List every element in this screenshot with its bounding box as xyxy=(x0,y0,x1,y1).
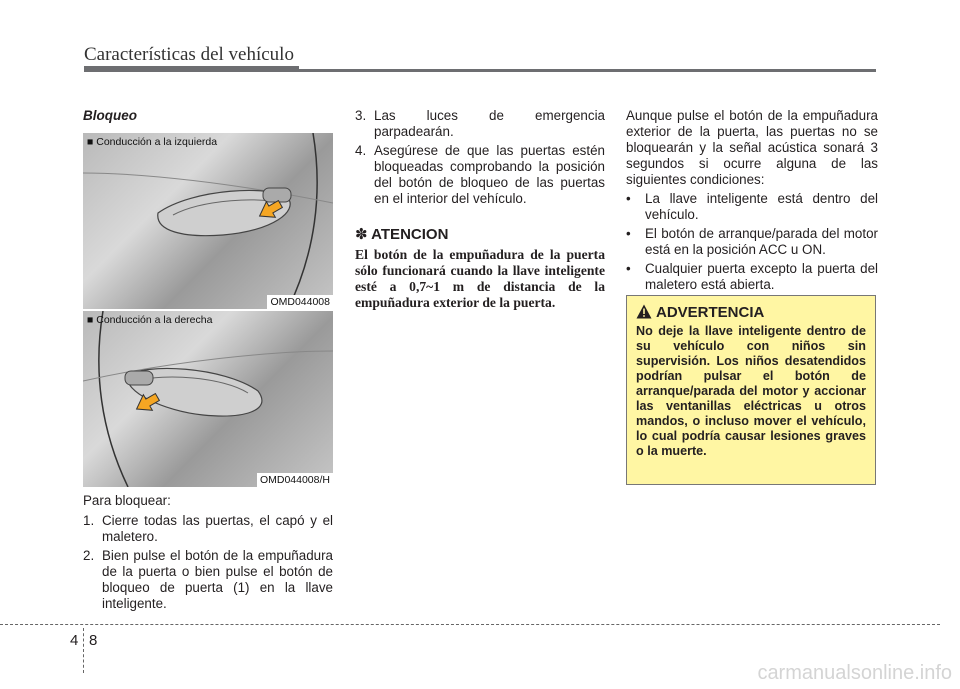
step-text: Las luces de emergencia parpadearán. xyxy=(374,108,605,139)
footer-rule xyxy=(0,624,940,625)
chapter-number: 4 xyxy=(70,632,79,649)
watermark: carmanualsonline.info xyxy=(757,662,952,684)
bullet-icon: • xyxy=(626,261,631,276)
conditions-list xyxy=(626,191,878,293)
page-header-title: Características del vehículo xyxy=(84,44,294,65)
warning-box xyxy=(626,295,876,485)
step-number: 4. xyxy=(355,143,367,158)
bullet-text: La llave inteligente está dentro del vehículo. xyxy=(645,191,878,222)
list-item xyxy=(626,191,878,223)
attention-body: El botón de la empuñadura de la puerta sólo funcionará cuando la llave inteligente esté a 0,7~1 m de distancia de la empuñadura exterior de la puerta. xyxy=(355,247,605,310)
steps-list xyxy=(83,513,333,612)
door-handle-illustration xyxy=(83,311,333,487)
list-item xyxy=(83,548,333,612)
column-1 xyxy=(83,108,333,136)
list-item xyxy=(626,226,878,258)
column-3 xyxy=(626,108,878,296)
list-item xyxy=(355,108,605,140)
steps-list xyxy=(355,108,605,207)
section-heading: Bloqueo xyxy=(83,108,137,123)
step-number: 2. xyxy=(83,548,95,563)
warning-body: No deje la llave inteligente dentro de su vehículo con niños sin supervisión. Los niños desatendidos podrían pulsar el botón de arranque/parada del motor y accionar las ventanillas eléctricas u otros mandos, o incluso mover el vehículo, lo cual podría causar lesiones graves o la muerte. xyxy=(636,324,866,458)
figure-caption: ■ Conducción a la derecha xyxy=(87,314,213,326)
bullet-text: El botón de arranque/parada del motor está en la posición ACC u ON. xyxy=(645,226,878,257)
figure-right-hand-drive xyxy=(83,311,333,487)
figure-code: OMD044008/H xyxy=(257,473,333,487)
figure-left-hand-drive xyxy=(83,133,333,309)
step-text: Asegúrese de que las puertas estén bloqueadas comprobando la posición del botón de bloqueo de las puertas en el interior del vehículo. xyxy=(374,143,605,206)
figure-caption: ■ Conducción a la izquierda xyxy=(87,136,218,148)
warning-title xyxy=(656,304,866,321)
list-item xyxy=(355,143,605,207)
attention-heading: ✽ ATENCION xyxy=(355,226,449,243)
bullet-text: Cualquier puerta excepto la puerta del maletero está abierta. xyxy=(645,261,878,292)
list-item xyxy=(83,513,333,545)
list-item xyxy=(626,261,878,293)
bullet-icon: • xyxy=(626,226,631,241)
step-text: Cierre todas las puertas, el capó y el maletero. xyxy=(102,513,333,544)
footer-divider xyxy=(83,628,84,673)
intro-text: Para bloquear: xyxy=(83,493,171,508)
step-number: 3. xyxy=(355,108,367,123)
door-handle-illustration xyxy=(83,133,333,309)
step-text: Bien pulse el botón de la empuñadura de la puerta o bien pulse el botón de bloqueo de puerta (1) en la llave inteligente. xyxy=(102,548,333,611)
warning-title-text: ADVERTENCIA xyxy=(656,304,765,321)
warning-triangle-icon xyxy=(636,304,652,319)
step-number: 1. xyxy=(83,513,95,528)
column-2 xyxy=(355,108,605,311)
lock-instructions xyxy=(83,493,333,615)
conditions-paragraph: Aunque pulse el botón de la empuñadura exterior de la puerta, las puertas no se bloquearán y la señal acústica sonará 3 segundos si ocurre alguna de las siguientes condiciones: xyxy=(626,108,878,187)
bullet-icon: • xyxy=(626,191,631,206)
figure-code: OMD044008 xyxy=(267,295,333,309)
header-rule xyxy=(84,69,876,72)
page-number: 8 xyxy=(89,632,98,649)
